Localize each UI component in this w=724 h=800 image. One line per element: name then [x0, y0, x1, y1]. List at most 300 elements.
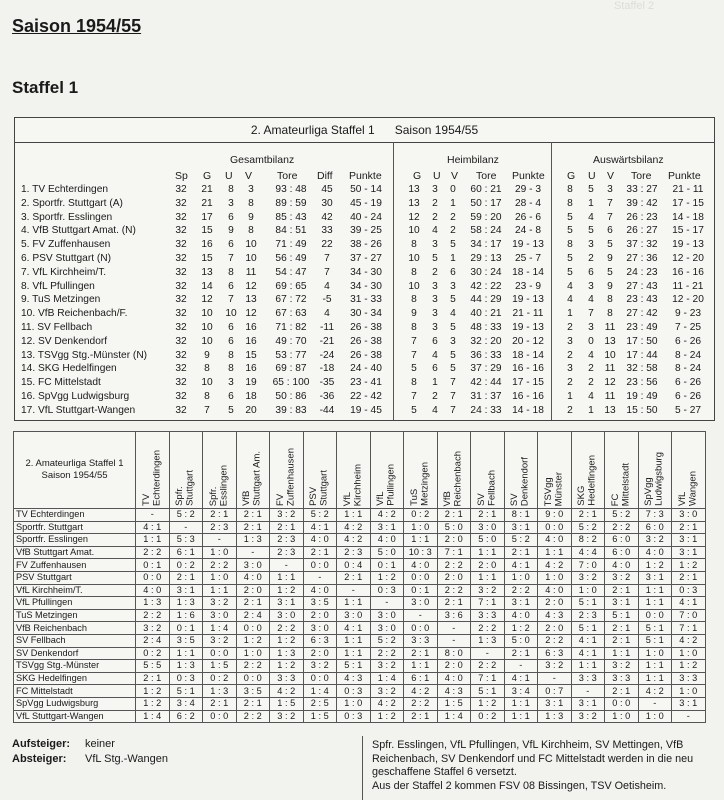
cell-hv: 4	[450, 308, 456, 320]
crosstable-row	[14, 509, 706, 522]
cell-name: 7. VfL Kirchheim/T.	[21, 266, 107, 278]
cell-sp: 32	[175, 391, 187, 402]
crosstable-team-name: VfB Reichenbach	[14, 622, 136, 635]
crosstable-result-cell: 2 : 0	[303, 647, 337, 660]
cell-au: 4	[588, 349, 594, 361]
crosstable-self-cell: -	[169, 521, 203, 534]
crosstable-team-name: TSVgg Stg.-Münster	[14, 660, 136, 673]
cell-hp: 24 - 8	[514, 225, 542, 237]
cell-hv: 5	[450, 294, 456, 306]
crosstable-result-cell: 5 : 0	[437, 521, 471, 534]
crosstable-result-cell: 0 : 3	[672, 584, 706, 597]
group-heimbilanz: Heimbilanz	[447, 154, 499, 166]
crosstable-self-cell: -	[203, 534, 237, 547]
cell-ap: 21 - 11	[672, 184, 704, 195]
crosstable-result-cell: 1 : 2	[672, 559, 706, 572]
crosstable-result-cell: 3 : 6	[437, 609, 471, 622]
col-header-label: PSV Stuttgart	[308, 470, 330, 506]
crosstable-result-cell: 0 : 0	[136, 571, 170, 584]
crosstable-result-cell: 8 : 0	[437, 647, 471, 660]
crosstable-result-cell: 0 : 7	[538, 685, 572, 698]
cell-name: 14. SKG Hedelfingen	[21, 363, 117, 375]
crosstable-col-header	[638, 432, 672, 509]
cell-pkt: 31 - 33	[350, 294, 382, 306]
cell-hv: 5	[450, 349, 456, 361]
cell-hg: 8	[411, 322, 417, 333]
crosstable-result-cell: 3 : 2	[370, 660, 404, 673]
cell-tore: 85 : 43	[275, 211, 307, 223]
crosstable-result-cell: 5 : 0	[370, 546, 404, 559]
crosstable-result-cell: 3 : 0	[370, 622, 404, 635]
crosstable-result-cell: 3 : 1	[672, 534, 706, 547]
crosstable-result-cell: 4 : 2	[370, 509, 404, 522]
crosstable-result-cell: 7 : 0	[672, 609, 706, 622]
crosstable-result-cell: 7 : 3	[638, 509, 672, 522]
cell-ag: 1	[567, 391, 573, 402]
crosstable-result-cell: 6 : 1	[169, 546, 203, 559]
cell-name: 5. FV Zuffenhausen	[21, 239, 111, 251]
cell-av: 13	[604, 404, 616, 416]
crosstable-col-header	[303, 432, 337, 509]
cell-au: 6	[588, 266, 594, 278]
cell-tore: 56 : 49	[275, 253, 307, 264]
standings-table	[14, 117, 715, 421]
crosstable-result-cell: 1 : 5	[270, 697, 304, 710]
crosstable-result-cell: 3 : 0	[270, 609, 304, 622]
crosstable-result-cell: 2 : 1	[437, 597, 471, 610]
crosstable-result-cell: 2 : 0	[471, 559, 505, 572]
cell-ap: 16 - 16	[672, 266, 704, 278]
cell-tore: 89 : 59	[275, 197, 307, 209]
crosstable-result-cell: 3 : 0	[672, 509, 706, 522]
crosstable-result-cell: 1 : 0	[638, 710, 672, 723]
cell-diff: -35	[319, 377, 335, 389]
cell-g: 13	[201, 266, 213, 278]
crosstable-result-cell: 0 : 3	[337, 685, 371, 698]
crosstable-result-cell: 1 : 0	[203, 546, 237, 559]
crosstable-result-cell: 3 : 2	[571, 571, 605, 584]
cell-v: 10	[245, 253, 257, 264]
cell-g: 17	[201, 211, 213, 223]
crosstable-result-cell: 3 : 0	[471, 521, 505, 534]
crosstable-result-cell: 1 : 3	[236, 534, 270, 547]
crosstable-result-cell: 7 : 0	[571, 559, 605, 572]
crosstable-result-cell: 4 : 0	[538, 584, 572, 597]
crosstable-result-cell: 1 : 1	[471, 571, 505, 584]
crosstable-result-cell: 1 : 1	[404, 534, 438, 547]
standings-row	[15, 184, 714, 198]
crosstable-result-cell: 3 : 2	[605, 571, 639, 584]
cell-v: 8	[248, 197, 254, 209]
cell-v: 20	[245, 404, 257, 416]
crosstable-result-cell: 2 : 3	[337, 546, 371, 559]
crosstable-result-cell: 2 : 1	[605, 584, 639, 597]
cell-ht: 58 : 24	[470, 225, 502, 237]
crosstable-result-cell: 4 : 1	[672, 597, 706, 610]
cell-ag: 1	[567, 308, 573, 320]
crosstable-result-cell: 3 : 3	[571, 672, 605, 685]
crosstable-result-cell: 1 : 1	[337, 634, 371, 647]
cell-ht: 32 : 20	[470, 335, 502, 347]
cell-hp: 14 - 18	[512, 404, 544, 416]
season-label: Saison 1954/55	[394, 123, 479, 137]
cell-ag: 2	[567, 349, 573, 361]
crosstable-result-cell: 2 : 0	[303, 609, 337, 622]
crosstable-result-cell: 8 : 2	[571, 534, 605, 547]
cell-au: 7	[588, 308, 594, 320]
crosstable-result-cell: 7 : 1	[471, 597, 505, 610]
crosstable-team-name: SV Fellbach	[14, 634, 136, 647]
cell-u: 6	[228, 391, 234, 402]
cell-hp: 16 - 16	[512, 363, 544, 375]
cell-ag: 3	[567, 335, 573, 347]
cell-hg: 13	[408, 197, 420, 209]
crosstable-result-cell: 2 : 1	[504, 647, 538, 660]
cell-u: 9	[228, 225, 234, 237]
crosstable-result-cell: 2 : 2	[437, 584, 471, 597]
crosstable-result-cell: 2 : 3	[203, 521, 237, 534]
cell-diff: -24	[319, 349, 335, 361]
crosstable-result-cell: 4 : 1	[337, 622, 371, 635]
cell-hu: 3	[432, 308, 438, 320]
cell-v: 18	[245, 391, 257, 402]
crosstable-result-cell: 3 : 2	[370, 685, 404, 698]
cell-tore: 71 : 82	[275, 322, 307, 333]
crosstable-result-cell: 5 : 2	[303, 509, 337, 522]
crosstable-result-cell: 1 : 1	[638, 584, 672, 597]
cell-hu: 3	[432, 322, 438, 333]
crosstable-result-cell: 1 : 0	[672, 647, 706, 660]
crosstable-corner	[14, 432, 136, 509]
cell-g: 10	[201, 377, 213, 389]
crosstable-result-cell: 1 : 2	[504, 622, 538, 635]
cell-v: 8	[248, 225, 254, 237]
cell-av: 7	[607, 197, 613, 209]
cell-hv: 5	[450, 239, 456, 251]
crosstable-result-cell: 4 : 0	[538, 534, 572, 547]
crosstable-row	[14, 672, 706, 685]
cell-hu: 6	[432, 335, 438, 347]
cell-pkt: 22 - 42	[350, 391, 382, 402]
col-aus-g: G	[567, 170, 576, 182]
cell-sp: 32	[175, 239, 187, 251]
page-title: Saison 1954/55	[12, 16, 142, 36]
cell-hu: 2	[432, 197, 438, 209]
cell-u: 3	[228, 197, 234, 209]
crosstable-self-cell: -	[638, 697, 672, 710]
crosstable-result-cell: 1 : 0	[404, 521, 438, 534]
crosstable-result-cell: 2 : 1	[605, 622, 639, 635]
cell-hv: 7	[450, 404, 456, 416]
crosstable-result-cell: 2 : 2	[605, 521, 639, 534]
cell-sp: 32	[175, 184, 187, 195]
crosstable-result-cell: 3 : 1	[169, 584, 203, 597]
crosstable-row	[14, 634, 706, 647]
col-u: U	[225, 170, 233, 182]
crosstable-team-name: TuS Metzingen	[14, 609, 136, 622]
crosstable-result-cell: 0 : 3	[337, 710, 371, 723]
absteiger-value: VfL Stg.-Wangen	[85, 753, 168, 765]
cell-ag: 8	[567, 197, 573, 209]
cell-ht: 42 : 44	[470, 377, 502, 389]
cell-tore: 67 : 63	[275, 308, 307, 320]
cell-at: 19 : 49	[626, 391, 658, 402]
crosstable-result-cell: 1 : 1	[504, 697, 538, 710]
col-aus-v: V	[607, 170, 615, 182]
cell-ht: 31 : 37	[470, 391, 502, 402]
cell-ht: 30 : 24	[470, 266, 502, 278]
cell-at: 26 : 23	[626, 211, 658, 223]
cell-hg: 5	[411, 404, 417, 416]
crosstable-result-cell: 4 : 1	[504, 559, 538, 572]
cell-g: 8	[204, 363, 210, 375]
crosstable-row	[14, 622, 706, 635]
cell-diff: 45	[321, 184, 333, 195]
crosstable-result-cell: 7 : 1	[672, 622, 706, 635]
crosstable-result-cell: 5 : 1	[571, 597, 605, 610]
cell-at: 24 : 23	[626, 266, 658, 278]
crosstable-result-cell: 4 : 0	[236, 571, 270, 584]
cell-at: 39 : 42	[626, 197, 658, 209]
crosstable-result-cell: 2 : 3	[270, 534, 304, 547]
col-header-label: SV Denkendorf	[509, 456, 531, 506]
crosstable-result-cell: 2 : 1	[337, 571, 371, 584]
cell-hu: 5	[432, 253, 438, 264]
crosstable-result-cell: 1 : 1	[337, 509, 371, 522]
cell-hv: 5	[450, 363, 456, 375]
col-v: V	[245, 170, 253, 182]
crosstable-result-cell: 4 : 0	[404, 559, 438, 572]
crosstable-result-cell: 0 : 0	[203, 710, 237, 723]
cell-ag: 5	[567, 211, 573, 223]
crosstable-result-cell: 3 : 3	[672, 672, 706, 685]
cell-u: 6	[228, 335, 234, 347]
crosstable-result-cell: 3 : 2	[203, 597, 237, 610]
crosstable-result-cell: 3 : 1	[571, 697, 605, 710]
crosstable-col-header	[672, 432, 706, 509]
crosstable-result-cell: 3 : 2	[471, 584, 505, 597]
crosstable-result-cell: 1 : 0	[337, 697, 371, 710]
cell-hg: 7	[411, 335, 417, 347]
cell-au: 2	[588, 377, 594, 389]
crosstable-result-cell: 1 : 0	[504, 571, 538, 584]
standings-row	[15, 391, 714, 405]
crosstable-team-name: Sportfr. Esslingen	[14, 534, 136, 547]
crosstable-team-name: SKG Hedelfingen	[14, 672, 136, 685]
cell-g: 7	[204, 404, 210, 416]
cell-ht: 34 : 17	[470, 239, 502, 251]
standings-row	[15, 281, 714, 295]
cell-hv: 1	[450, 253, 456, 264]
crosstable-result-cell: 2 : 2	[203, 559, 237, 572]
crosstable-result-cell: 0 : 0	[538, 521, 572, 534]
cell-sp: 32	[175, 197, 187, 209]
crosstable-result-cell: 0 : 2	[136, 647, 170, 660]
crosstable-result-cell: 3 : 1	[672, 697, 706, 710]
cell-ht: 59 : 20	[470, 211, 502, 223]
cell-sp: 32	[175, 308, 187, 320]
cell-av: 11	[604, 363, 616, 375]
cell-ap: 5 - 27	[674, 404, 702, 416]
cell-name: 15. FC Mittelstadt	[21, 377, 101, 389]
cell-at: 27 : 36	[626, 253, 658, 264]
cell-pkt: 30 - 34	[350, 308, 382, 320]
crosstable-row	[14, 685, 706, 698]
crosstable-result-cell: 2 : 2	[471, 660, 505, 673]
cell-hu: 4	[432, 225, 438, 237]
standings-row	[15, 294, 714, 308]
cell-ap: 8 - 24	[674, 363, 702, 375]
crosstable-team-name: PSV Stuttgart	[14, 571, 136, 584]
cell-u: 8	[228, 266, 234, 278]
crosstable-result-cell: 1 : 4	[203, 622, 237, 635]
crosstable-self-cell: -	[370, 597, 404, 610]
crosstable-row	[14, 609, 706, 622]
cell-tore: 39 : 83	[275, 404, 307, 416]
cell-au: 4	[588, 391, 594, 402]
crosstable-result-cell: 2 : 2	[437, 559, 471, 572]
ghost-page-bleedthrough: Staffel 2	[614, 0, 655, 12]
crosstable-result-cell: 5 : 1	[605, 609, 639, 622]
cell-g: 12	[201, 294, 213, 306]
crosstable-col-header	[504, 432, 538, 509]
cell-hp: 18 - 14	[512, 266, 544, 278]
cell-u: 10	[225, 308, 237, 320]
cell-hu: 2	[432, 266, 438, 278]
crosstable-result-cell: 2 : 1	[169, 571, 203, 584]
cell-at: 26 : 27	[626, 225, 658, 237]
crosstable-result-cell: 0 : 2	[404, 509, 438, 522]
crosstable-result-cell: 1 : 2	[370, 710, 404, 723]
crosstable-result-cell: 5 : 2	[169, 509, 203, 522]
crosstable-result-cell: 2 : 1	[437, 509, 471, 522]
crosstable-result-cell: 4 : 2	[270, 685, 304, 698]
cell-hp: 28 - 4	[514, 197, 542, 209]
group-auswaertsbilanz: Auswärtsbilanz	[593, 154, 664, 166]
cell-hv: 3	[450, 335, 456, 347]
crosstable-col-header	[538, 432, 572, 509]
col-heim-v: V	[451, 170, 459, 182]
cell-sp: 32	[175, 335, 187, 347]
aufsteiger-value: keiner	[85, 738, 115, 750]
cell-av: 9	[607, 280, 613, 292]
col-header-label: SpVgg Ludwigsburg	[643, 452, 665, 506]
crosstable-result-cell: 2 : 1	[471, 509, 505, 522]
cell-v: 15	[245, 349, 257, 361]
col-header-label: VfB Stuttgart Am.	[241, 451, 263, 506]
cell-ap: 17 - 15	[672, 197, 704, 209]
crosstable-row	[14, 571, 706, 584]
cell-hv: 0	[450, 184, 456, 195]
cell-diff: -21	[319, 335, 335, 347]
col-header-label: VfL Kirchheim	[341, 463, 364, 506]
cell-ap: 6 - 26	[674, 391, 702, 402]
crosstable-team-name: Sportfr. Stuttgart	[14, 521, 136, 534]
standings-row	[15, 267, 714, 281]
col-g: G	[203, 170, 212, 182]
cell-diff: 4	[324, 308, 330, 320]
crosstable-result-cell: 3 : 5	[236, 685, 270, 698]
crosstable-col-header	[404, 432, 438, 509]
crosstable-result-cell: 1 : 1	[337, 597, 371, 610]
cell-diff: 4	[324, 280, 330, 292]
cell-diff: -5	[322, 294, 332, 306]
crosstable-result-cell: 3 : 2	[638, 534, 672, 547]
crosstable-result-cell: 4 : 0	[136, 584, 170, 597]
cell-u: 5	[228, 404, 234, 416]
crosstable-result-cell: 3 : 3	[605, 672, 639, 685]
crosstable-result-cell: 1 : 1	[605, 647, 639, 660]
crosstable-col-header	[437, 432, 471, 509]
cell-pkt: 39 - 25	[350, 225, 382, 237]
cell-sp: 32	[175, 294, 187, 306]
crosstable-result-cell: 3 : 2	[270, 710, 304, 723]
crosstable-result-cell: 1 : 6	[169, 609, 203, 622]
crosstable-result-cell: 2 : 2	[404, 697, 438, 710]
cell-tore: 54 : 47	[275, 266, 307, 278]
cell-u: 6	[228, 211, 234, 223]
cell-sp: 32	[175, 225, 187, 237]
crosstable-result-cell: 2 : 1	[605, 685, 639, 698]
crosstable-result-cell: 3 : 1	[638, 571, 672, 584]
crosstable-result-cell: 2 : 2	[236, 660, 270, 673]
crosstable-result-cell: 9 : 0	[538, 509, 572, 522]
cell-diff: 33	[321, 225, 333, 237]
crosstable-self-cell: -	[337, 584, 371, 597]
crosstable-row	[14, 534, 706, 547]
cell-pkt: 19 - 45	[350, 404, 382, 416]
crosstable-result-cell: 2 : 0	[437, 660, 471, 673]
crosstable-self-cell: -	[571, 685, 605, 698]
crosstable-result-cell: 3 : 0	[303, 622, 337, 635]
cell-av: 13	[604, 335, 616, 347]
cell-pkt: 34 - 30	[350, 280, 382, 292]
crosstable-result-cell: 8 : 1	[504, 509, 538, 522]
cell-diff: 7	[324, 266, 330, 278]
cell-hp: 16 - 16	[512, 391, 544, 402]
crosstable-result-cell: 1 : 5	[437, 697, 471, 710]
crosstable-result-cell: 5 : 5	[136, 660, 170, 673]
cell-diff: -18	[319, 363, 335, 375]
crosstable-result-cell: 2 : 1	[605, 634, 639, 647]
cell-hp: 20 - 12	[512, 335, 544, 347]
cell-ag: 5	[567, 266, 573, 278]
crosstable-result-cell: 2 : 5	[303, 697, 337, 710]
crosstable-header-row	[14, 432, 706, 509]
crosstable-result-cell: 3 : 5	[169, 634, 203, 647]
crosstable-result-cell: 2 : 2	[370, 647, 404, 660]
cell-pkt: 45 - 19	[350, 197, 382, 209]
cell-ap: 8 - 24	[674, 349, 702, 361]
crosstable-result-cell: 0 : 0	[236, 672, 270, 685]
crosstable-result-cell: 1 : 3	[270, 647, 304, 660]
crosstable-result-cell: 4 : 2	[404, 685, 438, 698]
cell-v: 12	[245, 280, 257, 292]
crosstable-result-cell: 4 : 1	[303, 521, 337, 534]
cell-g: 21	[201, 184, 213, 195]
col-aus-punkte: Punkte	[668, 170, 701, 182]
crosstable-row	[14, 559, 706, 572]
crosstable-team-name: SV Denkendorf	[14, 647, 136, 660]
cell-u: 8	[228, 184, 234, 195]
crosstable-result-cell: 2 : 1	[136, 672, 170, 685]
crosstable-col-header	[203, 432, 237, 509]
crosstable-result-cell: 1 : 2	[270, 660, 304, 673]
crosstable-result-cell: 3 : 3	[471, 609, 505, 622]
crosstable-team-name: VfL Kirchheim/T.	[14, 584, 136, 597]
crosstable-result-cell: 1 : 5	[303, 710, 337, 723]
crosstable-result-cell: 5 : 1	[471, 685, 505, 698]
